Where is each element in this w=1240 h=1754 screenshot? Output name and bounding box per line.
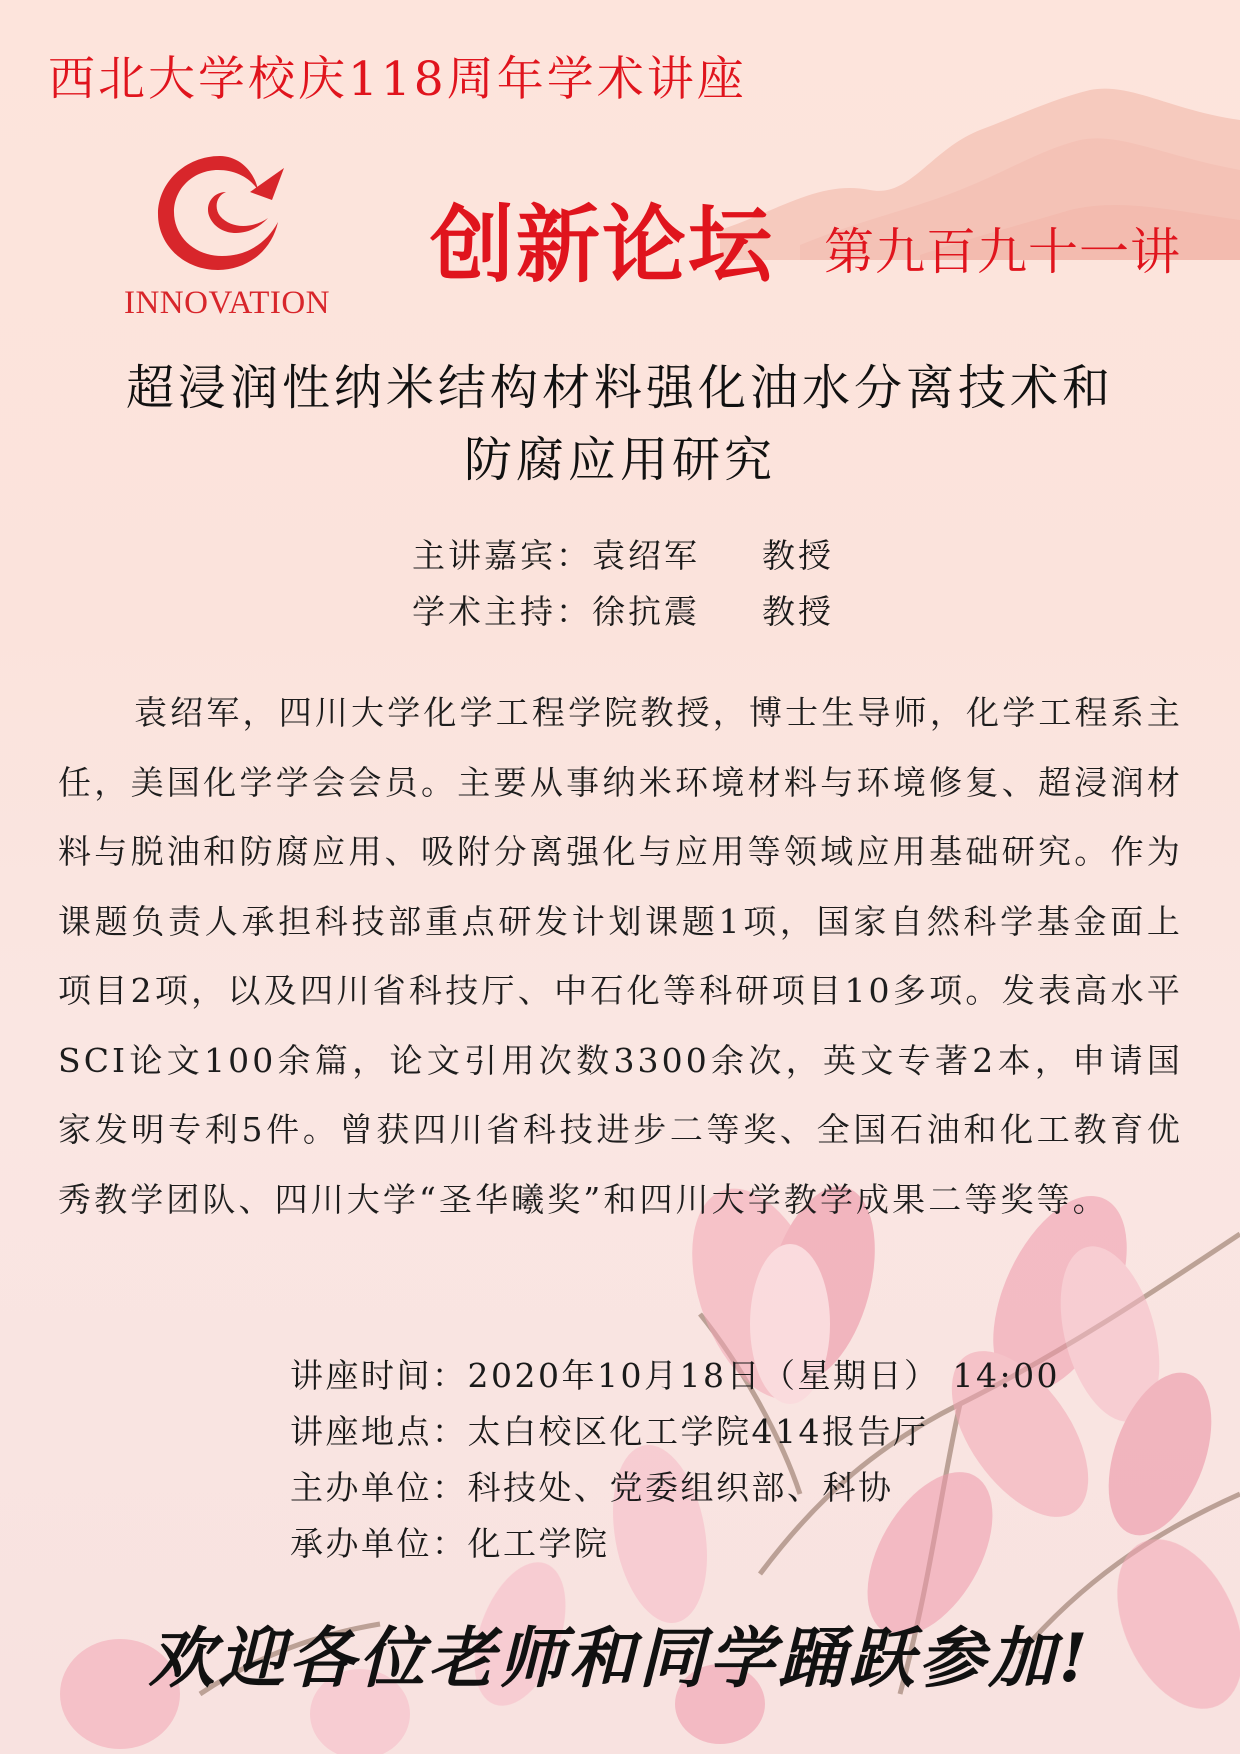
logo-text: INNOVATION bbox=[123, 285, 331, 321]
talk-title-line-1: 超浸润性纳米结构材料强化油水分离技术和 bbox=[125, 360, 1114, 416]
event-undertaker: 承办单位：化工学院 bbox=[290, 1524, 610, 1563]
speaker-label: 主讲嘉宾： bbox=[412, 536, 592, 575]
host-name: 徐抗震 bbox=[592, 592, 700, 631]
people-block bbox=[412, 528, 834, 640]
event-organizer: 主办单位：科技处、党委组织部、科协 bbox=[290, 1468, 894, 1507]
host-title: 教授 bbox=[762, 592, 834, 631]
speaker-row bbox=[412, 528, 834, 584]
speaker-name: 袁绍军 bbox=[592, 536, 700, 575]
talk-title-line-2: 防腐应用研究 bbox=[463, 432, 776, 488]
speaker-title: 教授 bbox=[762, 536, 834, 575]
innovation-swirl-icon bbox=[150, 148, 290, 278]
talk-title bbox=[60, 352, 1180, 496]
event-place: 讲座地点：太白校区化工学院414报告厅 bbox=[290, 1412, 929, 1451]
speaker-bio: 袁绍军，四川大学化学工程学院教授，博士生导师，化学工程系主任，美国化学学会会员。主要从事纳米环境材料与环境修复、超浸润材料与脱油和防腐应用、吸附分离强化与应用等领域应用基础研究。作为课题负责人承担科技部重点研发计划课题1项，国家自然科学基金面上项目2项，以及四川省科技厅、中石化等科研项目10多项。发表高水平SCI论文100余篇，论文引用次数3300余次，英文专著2本，申请国家发明专利5件。曾获四川省科技进步二等奖、全国石油和化工教育优秀教学团队、四川大学“圣华曦奖”和四川大学教学成果二等奖等。 bbox=[58, 693, 1183, 1219]
forum-name: 创新论坛 bbox=[430, 196, 775, 294]
event-info bbox=[290, 1348, 1060, 1572]
innovation-logo bbox=[112, 148, 342, 328]
host-row bbox=[412, 584, 834, 640]
host-label: 学术主持： bbox=[412, 592, 592, 631]
event-series-title: 西北大学校庆118周年学术讲座 bbox=[48, 52, 747, 107]
forum-issue: 第九百九十一讲 bbox=[824, 223, 1181, 281]
event-time: 讲座时间：2020年10月18日（星期日） 14:00 bbox=[290, 1356, 1061, 1395]
welcome-message: 欢迎各位老师和同学踊跃参加! bbox=[148, 1619, 1092, 1697]
